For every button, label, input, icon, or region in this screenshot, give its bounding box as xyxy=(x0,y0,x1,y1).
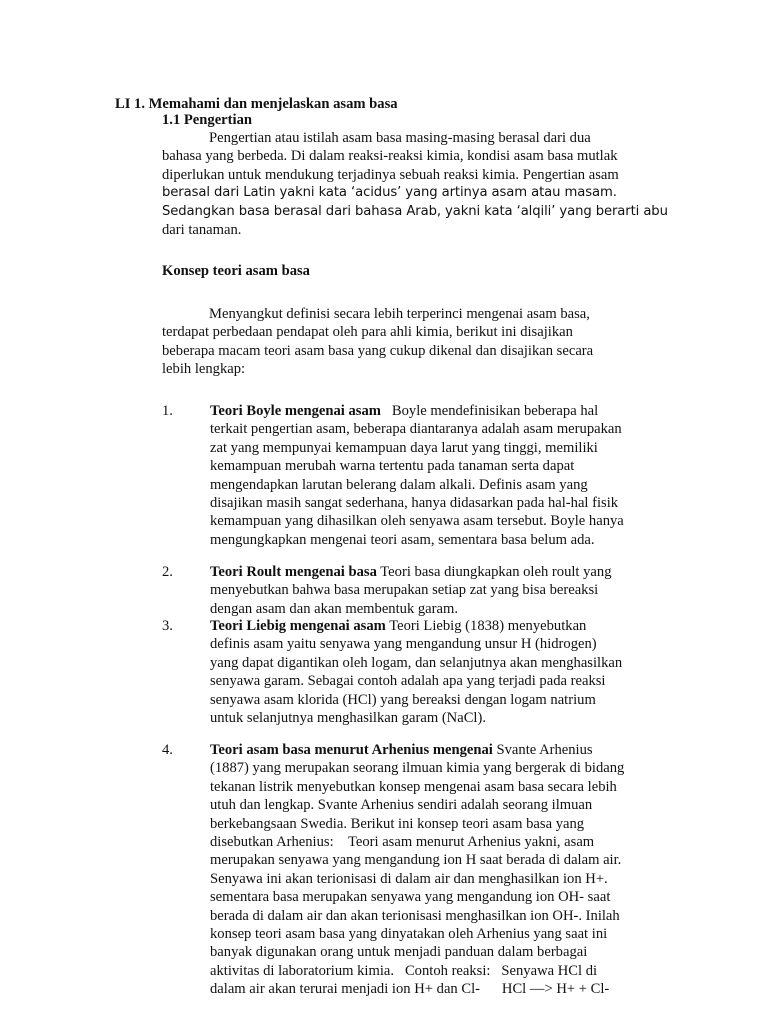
list-item-line: senyawa asam klorida (HCl) yang bereaksi dengan logam natrium xyxy=(210,691,596,708)
list-item-line: dengan asam dan akan membentuk garam. xyxy=(210,600,459,617)
list-item-number: 4. xyxy=(162,742,173,758)
list-item-line: disajikan masih sangat sederhana, hanya didasarkan pada hal-hal fisik xyxy=(210,494,619,511)
intro-line: Sedangkan basa berasal dari bahasa Arab, yakni kata ‘alqili’ yang berarti abu xyxy=(162,203,668,219)
list-item-line: tekanan listrik menyebutkan konsep mengenai asam basa secara lebih xyxy=(210,778,617,795)
intro-line: dari tanaman. xyxy=(162,221,242,238)
section-intro-line: terdapat perbedaan pendapat oleh para ahli kimia, berikut ini disajikan xyxy=(162,324,573,341)
section-intro-line: beberapa macam teori asam basa yang cukup dikenal dan disajikan secara xyxy=(162,342,594,359)
list-item-line: kemampuan merubah warna tertentu pada tanaman serta dapat xyxy=(210,458,575,475)
list-item-title: Teori asam basa menurut Arhenius mengenai xyxy=(210,742,493,758)
list-item-text: Teori Liebig (1838) menyebutkan xyxy=(385,618,587,634)
list-item-line: disebutkan Arhenius: Teori asam menurut Arhenius yakni, asam xyxy=(210,833,595,850)
list-item-title: Teori Roult mengenai basa xyxy=(210,564,377,580)
list-item-line: banyak digunakan orang untuk menjadi panduan dalam berbagai xyxy=(210,944,588,961)
list-item-line: yang dapat digantikan oleh logam, dan selanjutnya akan menghasilkan xyxy=(210,654,623,671)
list-item-line: Senyawa ini akan terionisasi di dalam air dan menghasilkan ion H+. xyxy=(210,870,608,887)
list-item-number: 1. xyxy=(162,403,173,419)
list-item-line: mengendapkan larutan belerang dalam alkali. Definis asam yang xyxy=(210,476,588,493)
list-item-line: merupakan senyawa yang mengandung ion H saat berada di dalam air. xyxy=(210,852,622,869)
section-intro-line: lebih lengkap: xyxy=(162,361,246,378)
intro-line: berasal dari Latin yakni kata ‘acidus’ yang artinya asam atau masam. xyxy=(162,185,617,201)
intro-line: diperlukan untuk mendukung terjadinya sebuah reaksi kimia. Pengertian asam xyxy=(162,166,619,183)
list-item-line: mengungkapkan mengenai teori asam, sementara basa belum ada. xyxy=(210,531,595,548)
list-item-line: berada di dalam air dan akan terionisasi menghasilkan ion OH-. Inilah xyxy=(210,907,620,924)
section-intro-paragraph xyxy=(162,305,593,379)
list-item-line: kemampuan yang dihasilkan oleh senyawa asam tersebut. Boyle hanya xyxy=(210,513,624,530)
section-title: Konsep teori asam basa xyxy=(162,263,310,279)
list-item-line: zat yang mempunyai kemampuan daya larut yang tinggi, memiliki xyxy=(210,439,598,456)
list-item-line: senyawa garam. Sebagai contoh adalah apa yang terjadi pada reaksi xyxy=(210,673,606,690)
heading: LI 1. Memahami dan menjelaskan asam basa xyxy=(115,96,398,112)
list-item-text: Boyle mendefinisikan beberapa hal xyxy=(380,403,599,419)
list-item-title: Teori Boyle mengenai asam xyxy=(210,403,381,419)
list-item-line: aktivitas di laboratorium kimia. Contoh reaksi: Senyawa HCl di xyxy=(210,962,598,979)
list-item-line: terkait pengertian asam, beberapa diantaranya adalah asam merupakan xyxy=(210,421,622,438)
list-item-line: (1887) yang merupakan seorang ilmuan kimia yang bergerak di bidang xyxy=(210,760,625,777)
list-item-text: Svante Arhenius xyxy=(492,742,593,758)
list-item xyxy=(210,402,670,549)
list-item-line: definis asam yaitu senyawa yang mengandung unsur H (hidrogen) xyxy=(210,636,597,653)
list-item-line: konsep teori asam basa yang dinyatakan oleh Arhenius yang saat ini xyxy=(210,925,608,942)
list-item-line: berkebangsaan Swedia. Berikut ini konsep teori asam basa yang xyxy=(210,815,585,832)
list-item-line: dalam air akan terurai menjadi ion H+ dan Cl- HCl —> H+ + Cl- xyxy=(210,981,610,998)
intro-paragraph xyxy=(162,129,668,239)
list-item xyxy=(210,741,670,998)
list-item xyxy=(210,563,670,618)
list-item-line: menyebutkan bahwa basa merupakan setiap zat yang bisa bereaksi xyxy=(210,582,599,599)
list-item-number: 2. xyxy=(162,564,173,580)
list-item-title: Teori Liebig mengenai asam xyxy=(210,618,386,634)
list-item-line: untuk selanjutnya menghasilkan garam (NaCl). xyxy=(210,709,486,726)
list-item-line: utuh dan lengkap. Svante Arhenius sendiri adalah seorang ilmuan xyxy=(210,797,593,814)
list-item-number: 3. xyxy=(162,618,173,634)
list-item-text: Teori basa diungkapkan oleh roult yang xyxy=(376,564,612,580)
section-intro-line: Menyangkut definisi secara lebih terperinci mengenai asam basa, xyxy=(209,306,590,322)
intro-line: Pengertian atau istilah asam basa masing-masing berasal dari dua xyxy=(209,130,591,146)
list-item-line: sementara basa merupakan senyawa yang mengandung ion OH- saat xyxy=(210,889,611,906)
list-item xyxy=(210,617,670,727)
intro-line: bahasa yang berbeda. Di dalam reaksi-reaksi kimia, kondisi asam basa mutlak xyxy=(162,148,618,165)
subheading: 1.1 Pengertian xyxy=(162,112,252,128)
